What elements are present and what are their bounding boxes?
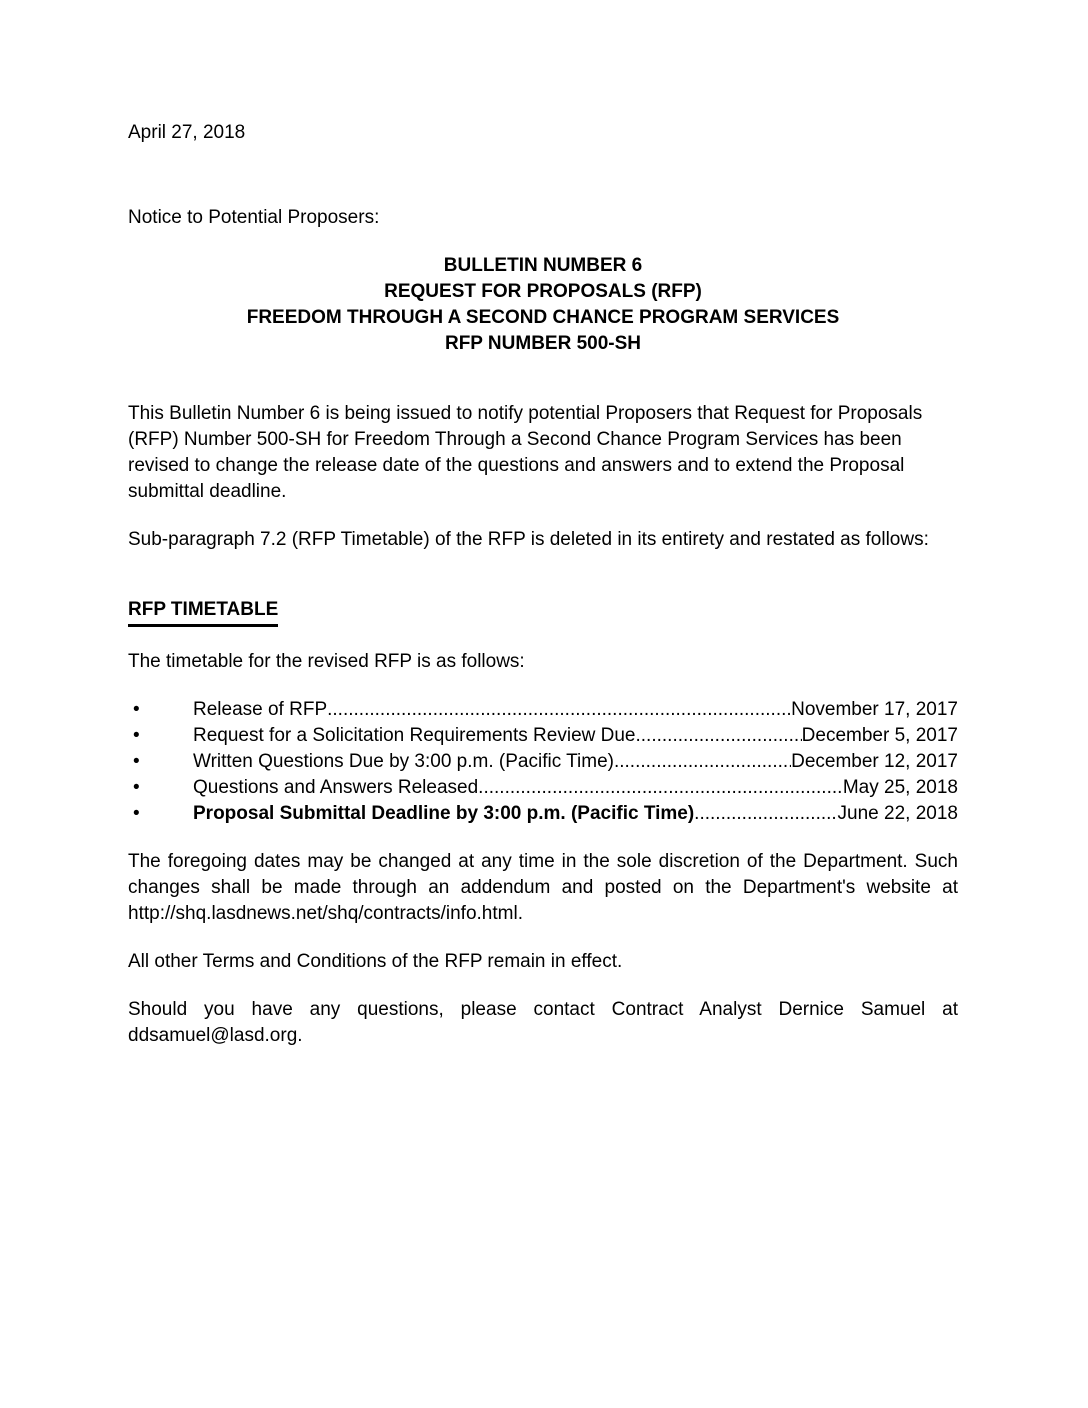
- bullet-icon: [128, 697, 193, 723]
- bullet-icon: [128, 723, 193, 749]
- timetable-item-proposal-deadline: [128, 801, 958, 827]
- bullet-icon: [128, 749, 193, 775]
- intro-paragraph: This Bulletin Number 6 is being issued to notify potential Proposers that Request for Proposals (RFP) Number 500-SH for Freedom Through a Second Chance Program Services has been revised to change the release date of the questions and answers and to extend the Proposal submittal deadline.: [128, 403, 923, 502]
- timetable-item-label: Written Questions Due by 3:00 p.m. (Pacific Time): [193, 751, 614, 772]
- timetable-item-date: November 17, 2017: [791, 699, 958, 720]
- title-line-rfp-number: RFP NUMBER 500-SH: [444, 333, 642, 354]
- timetable-item-release: [128, 697, 958, 723]
- contact-paragraph: Should you have any questions, please contact Contract Analyst Dernice Samuel at ddsamuel@lasd.org.: [128, 999, 958, 1046]
- rfp-timetable-heading: RFP TIMETABLE: [128, 597, 278, 627]
- title-line-program-name: FREEDOM THROUGH A SECOND CHANCE PROGRAM SERVICES: [246, 307, 840, 328]
- terms-conditions-paragraph: All other Terms and Conditions of the RFP remain in effect.: [128, 951, 623, 972]
- dot-leader: [636, 723, 802, 749]
- title-line-bulletin-number: BULLETIN NUMBER 6: [443, 255, 643, 276]
- bullet-icon: [128, 801, 193, 827]
- timetable-item-label: Release of RFP: [193, 699, 328, 720]
- timetable-item-solicitation-review: [128, 723, 958, 749]
- timetable-item-date: May 25, 2018: [842, 777, 958, 798]
- bullet-icon: [128, 775, 193, 801]
- timetable-intro: The timetable for the revised RFP is as follows:: [128, 651, 525, 672]
- timetable-item-date: December 12, 2017: [791, 751, 958, 772]
- timetable-item-date: December 5, 2017: [801, 725, 958, 746]
- timetable-heading-wrap: [128, 575, 958, 627]
- timetable-item-label: Proposal Submittal Deadline by 3:00 p.m. (Pacific Time): [193, 803, 695, 824]
- timetable-item-date: June 22, 2018: [837, 803, 958, 824]
- dot-leader: [614, 749, 791, 775]
- document-date: April 27, 2018: [128, 122, 246, 143]
- dot-leader: [327, 697, 791, 723]
- timetable-item-label: Request for a Solicitation Requirements Review Due: [193, 725, 636, 746]
- title-block: [128, 253, 958, 357]
- timetable-item-questions-answers: [128, 775, 958, 801]
- dot-leader: [478, 775, 843, 801]
- timetable-item-written-questions: [128, 749, 958, 775]
- timetable-item-label: Questions and Answers Released: [193, 777, 479, 798]
- foregoing-dates-paragraph: The foregoing dates may be changed at any time in the sole discretion of the Department. Such changes shall be made through an addendum and posted on the Department's website at http://shq.lasdnews.net/shq/contracts/info.html.: [128, 851, 958, 924]
- dot-leader: [694, 801, 837, 827]
- timetable-list: [128, 697, 958, 827]
- salutation: Notice to Potential Proposers:: [128, 207, 380, 228]
- subparagraph-note: Sub-paragraph 7.2 (RFP Timetable) of the RFP is deleted in its entirety and restated as follows:: [128, 529, 929, 550]
- title-line-rfp: REQUEST FOR PROPOSALS (RFP): [384, 281, 702, 302]
